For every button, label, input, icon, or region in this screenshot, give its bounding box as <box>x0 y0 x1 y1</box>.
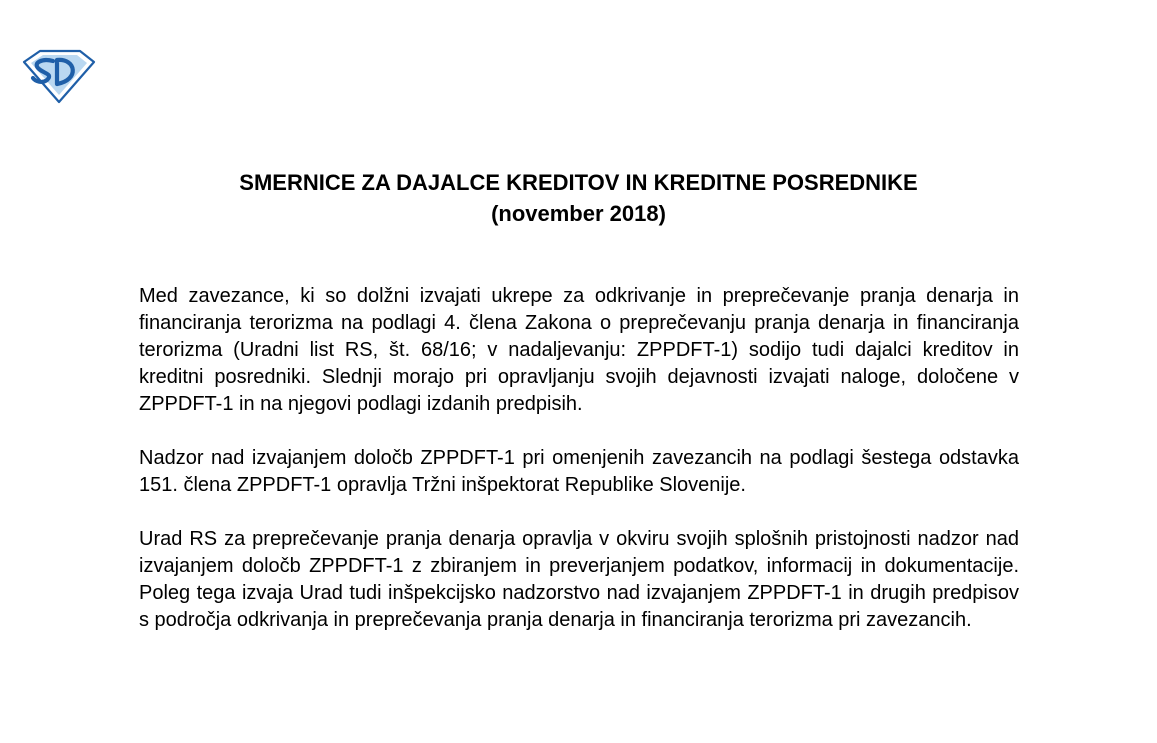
paragraph-office-supervision: Urad RS za preprečevanje pranja denarja opravlja v okviru svojih splošnih pristojnosti nadzor nad izvajanjem določb ZPPDFT-1 z zbiranjem in preverjanjem podatkov, informacij in dokumentacije. Poleg tega izvaja Urad tudi inšpekcijsko nadzorstvo nad izvajanjem ZPPDFT-1 in drugih predpisov s področja odkrivanja in preprečevanja pranja denarja in financiranja terorizma pri zavezancih. <box>139 528 1019 631</box>
title-line-date: (november 2018) <box>491 201 666 226</box>
title-line-main: SMERNICE ZA DAJALCE KREDITOV IN KREDITNE POSREDNIKE <box>239 170 918 195</box>
organization-logo <box>22 48 96 104</box>
paragraph-supervision-market-inspectorate: Nadzor nad izvajanjem določb ZPPDFT-1 pri omenjenih zavezancih na podlagi šestega odstavka 151. člena ZPPDFT-1 opravlja Tržni inšpektorat Republike Slovenije. <box>139 447 1019 496</box>
document-title <box>0 167 1157 229</box>
paragraph-obligated-entities: Med zavezance, ki so dolžni izvajati ukrepe za odkrivanje in preprečevanje pranja denarja in financiranja terorizma na podlagi 4. člena Zakona o preprečevanju pranja denarja in financiranja terorizma (Uradni list RS, št. 68/16; v nadaljevanju: ZPPDFT-1) sodijo tudi dajalci kreditov in kreditni posredniki. Slednji morajo pri opravljanju svojih dejavnosti izvajati naloge, določene v ZPPDFT-1 in na njegovi podlagi izdanih predpisih. <box>139 285 1019 415</box>
document-body <box>139 283 1019 661</box>
